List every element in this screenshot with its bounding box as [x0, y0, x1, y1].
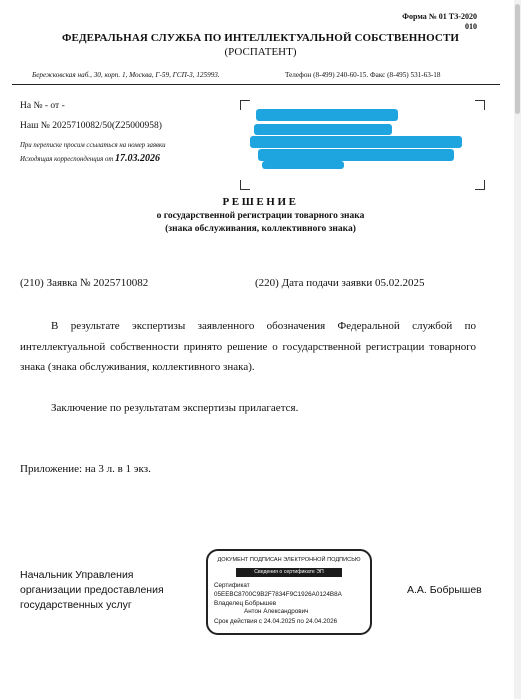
header-divider: [12, 84, 500, 85]
reply-note: При переписке просим ссылаться на номер заявки: [20, 142, 166, 149]
outgoing-label: Исходящая корреспонденция от: [20, 156, 114, 163]
form-number-text: Форма № 01 ТЗ-2020: [402, 12, 477, 21]
outgoing-correspondence: [20, 153, 160, 164]
conclusion-text: Заключение по результатам экспертизы прилагается.: [51, 402, 299, 414]
outgoing-date: 17.03.2026: [114, 153, 160, 164]
stamp-certificate-label: Сертификат: [214, 582, 250, 589]
signatory-title-line2: организации предоставления: [20, 584, 164, 596]
signatory-title-line3: государственных услуг: [20, 599, 132, 611]
stamp-header: ДОКУМЕНТ ПОДПИСАН ЭЛЕКТРОННОЙ ПОДПИСЬЮ: [217, 557, 361, 563]
organization-name: ФЕДЕРАЛЬНАЯ СЛУЖБА ПО ИНТЕЛЛЕКТУАЛЬНОЙ СОБСТВЕННОСТИ: [61, 32, 460, 44]
decision-subtitle-line1: о государственной регистрации товарного знака: [156, 211, 365, 221]
addressee-corner-br: [475, 180, 485, 190]
your-reference: На № - от -: [20, 101, 65, 111]
vertical-scrollbar[interactable]: [514, 0, 521, 699]
stamp-certificate-bar: Сведения о сертификате ЭП: [236, 568, 342, 577]
addressee-corner-bl: [240, 180, 250, 190]
application-filing-date: (220) Дата подачи заявки 05.02.2025: [255, 277, 425, 289]
organization-short-name: (РОСПАТЕНТ): [224, 46, 297, 58]
attachment-text: Приложение: на 3 л. в 1 экз.: [20, 463, 151, 475]
form-code-text: 010: [465, 22, 477, 31]
redaction-bar: [254, 124, 392, 135]
stamp-owner-name: Антон Александрович: [244, 608, 309, 615]
stamp-validity: Срок действия с 24.04.2025 по 24.04.2026: [214, 618, 338, 625]
organization-phones: Телефон (8-499) 240-60-15. Факс (8-495) 531-63-18: [285, 71, 441, 79]
organization-address: Бережковская наб., 30, корп. 1, Москва, Г-59, ГСП-3, 125993.: [32, 71, 220, 79]
electronic-signature-stamp: [206, 549, 372, 635]
application-number: (210) Заявка № 2025710082: [20, 277, 149, 289]
redaction-bar: [250, 136, 462, 148]
scrollbar-thumb[interactable]: [515, 4, 520, 114]
signatory-name: А.А. Бобрышев: [407, 584, 482, 596]
decision-title: РЕШЕНИЕ: [222, 196, 299, 208]
redaction-bar: [258, 149, 454, 161]
form-number: [402, 12, 477, 32]
redaction-bar: [262, 161, 344, 169]
decision-subtitle-line2: (знака обслуживания, коллективного знака): [165, 224, 356, 234]
signatory-title-line1: Начальник Управления: [20, 569, 134, 581]
stamp-certificate-id: 05EEBC8700C9B2F7834F9C1926A0124B8A: [214, 591, 342, 598]
decision-paragraph: В результате экспертизы заявленного обозначения Федеральной службой по интеллектуальной собственности принято решение о государственной регистрации товарного знака (знака обслуживания, коллективного знака).: [20, 320, 476, 373]
stamp-owner: Владелец Бобрышев: [214, 600, 277, 607]
addressee-corner-tl: [240, 100, 250, 110]
addressee-corner-tr: [475, 100, 485, 110]
redaction-bar: [256, 109, 398, 121]
our-reference: Наш № 2025710082/50(Z25000958): [20, 121, 162, 131]
